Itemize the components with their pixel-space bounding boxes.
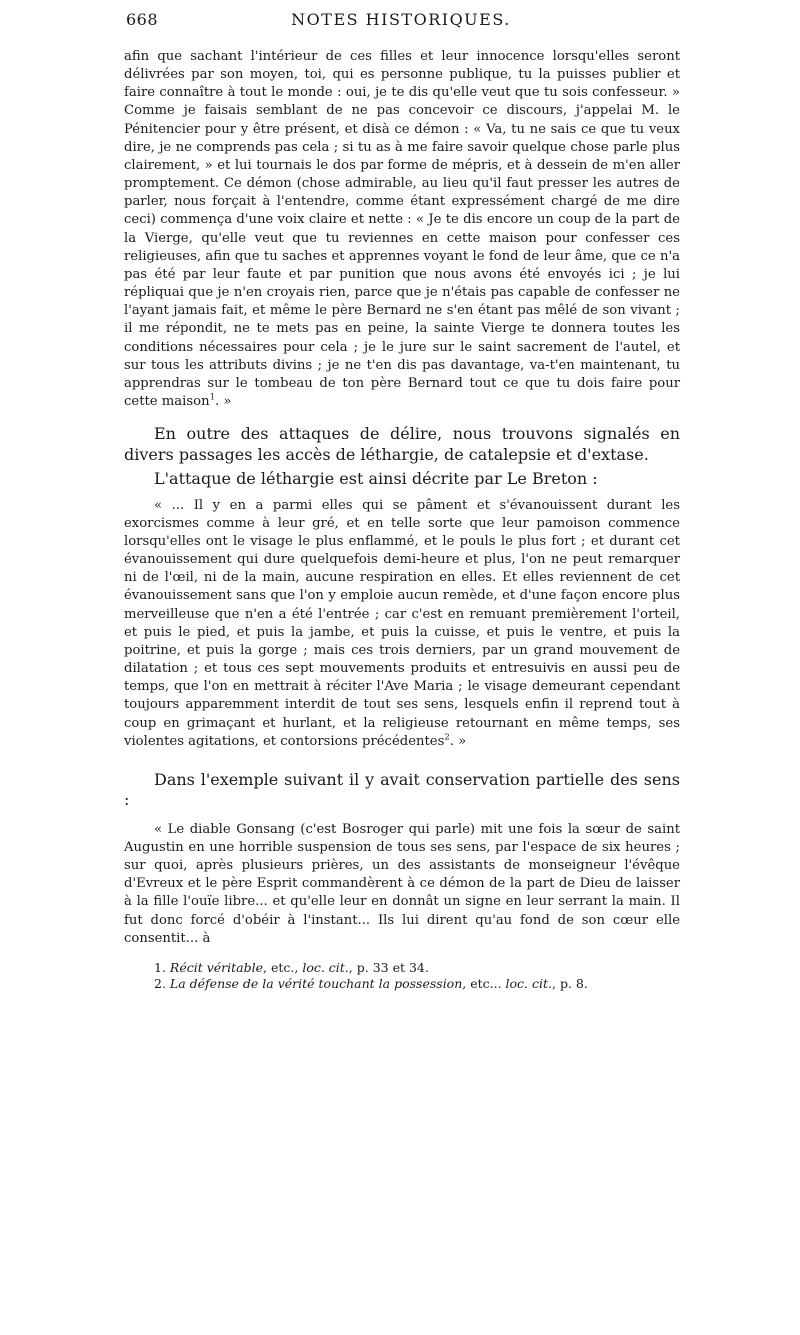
quote-bosroger: « Le diable Gonsang (c'est Bosroger qui parle) mit une fois la sœur de saint Augustin en une horrible suspension de tous ses sens, par l'espace de six heures ; sur quoi, après plusieurs prières, un des assistants de monseigneur l'évêque d'Evreux et le père Esprit commandèrent à ce démon de la part de Dieu de laisser à la fille l'ouïe libre... et qu'elle leur en donnât un signe en leur serrant la main. Il fut donc forcé d'obéir à l'instant... Ils lui dirent qu'au fond de son cœur elle consentit... à (124, 821, 680, 946)
page-body (124, 48, 680, 993)
quote-continuation (124, 48, 680, 411)
quote-continuation-tail: . » (215, 393, 232, 409)
paragraph-lethargie: L'attaque de léthargie est ainsi décrite par Le Breton : (154, 469, 598, 489)
footnote-2-title: La défense de la vérité touchant la possession (169, 976, 463, 992)
footnote-2-rest: , etc... (462, 976, 506, 992)
footnote-2-loc: loc. cit. (505, 976, 552, 992)
footnote-1-number: 1. (154, 959, 166, 975)
footnote-1-rest: , etc., (263, 959, 303, 975)
quote-le-breton-tail: . » (449, 733, 467, 749)
running-header (126, 10, 676, 32)
footnote-ref-1: 1 (209, 392, 215, 403)
quote-continuation-text: afin que sachant l'intérieur de ces filles et leur innocence lorsqu'elles seront délivrées par son moyen, toi, qui es personne publique, tu la puisses publier et faire connaître à tout le monde : oui, je te dis qu'elle veut que tu sois confesseur. » Comme je faisais semblant de ne pas concevoir ce discours, j'appelai M. le Pénitencier pour y être présent, et disà ce démon : « Va, tu ne sais ce que tu veux dire, je ne comprends pas cela ; si tu as à me faire savoir quelque chose parle plus clairement, » et lui tournais le dos par forme de mépris, et à dessein de m'en aller promptement. Ce démon (chose admirable, au lieu qu'il faut presser les autres de parler, nous forçait à l'entendre, comme étant expressément chargé de me dire ceci) commença d'une voix claire et nette : « Je te dis encore un coup de la part de la Vierge, qu'elle veut que tu reviennes en cette maison pour confesser ces religieuses, afin que tu saches et apprennes voyant le fond de leur âme, que ce n'a pas été par leur faute et par punition que nous avons été envoyés ici ; je lui répliquai que je n'en croyais rien, parce que je n'étais pas capable de confesser ne l'ayant jamais fait, et même le père Bernard ne s'en étant pas mêlé de son vivant ; il me répondit, ne te mets pas en peine, la sainte Vierge te donnera toutes les conditions nécessaires pour cela ; je le jure sur le saint sacrement de l'autel, et sur tous les attributs divins ; je ne t'en dis pas davantage, va-t'en maintenant, tu apprendras sur le tombeau de ton père Bernard tout ce que tu dois faire pour cette maison (124, 49, 680, 409)
page-number: 668 (126, 10, 159, 29)
running-title: NOTES HISTORIQUES. (291, 10, 511, 29)
footnote-1-loc: loc. cit. (302, 959, 349, 975)
footnote-1 (124, 960, 680, 977)
footnote-2-number: 2. (154, 976, 166, 992)
footnotes (124, 960, 680, 993)
quote-le-breton-text: « ... Il y en a parmi elles qui se pâment et s'évanouissent durant les exorcismes comme à leur gré, et en telle sorte que leur pamoison commence lorsqu'elles ont le visage le plus enflammé, et le pouls le plus fort ; et durant cet évanouissement qui dure quelquefois demi-heure et plus, l'on ne peut remarquer ni de l'œil, ni de la main, aucune respiration en elles. Et elles reviennent de cet évanouissement sans que l'on y emploie aucun remède, et d'une façon encore plus merveilleuse que n'en a été l'entrée ; car c'est en remuant premièrement l'orteil, et puis le pied, et puis la jambe, et puis la cuisse, et puis le ventre, et puis la poitrine, et puis la gorge ; mais ces trois derniers, par un grand mouvement de dilatation ; et tous ces sept mouvements produits et entresuivis en aussi peu de temps, que l'on en mettrait à réciter l'Ave Maria ; le visage demeurant cependant toujours apparemment interdit de tout ses sens, lesquels enfin il reprend tout à coup en grimaçant et hurlant, et la religieuse retournant en même temps, ses violentes agitations, et contorsions précédentes (124, 497, 680, 749)
footnote-1-title: Récit véritable (169, 959, 264, 975)
footnote-2-page: , p. 8. (552, 976, 588, 992)
paragraph-conservation: Dans l'exemple suivant il y avait conservation partielle des sens : (124, 769, 680, 810)
quote-le-breton (124, 497, 680, 751)
footnote-ref-2: 2 (444, 732, 450, 743)
paragraph-delire: En outre des attaques de délire, nous trouvons signalés en divers passages les accès de léthargie, de catalepsie et d'extase. (124, 424, 680, 464)
footnote-1-page: , p. 33 et 34. (348, 959, 429, 975)
footnote-2 (124, 976, 680, 993)
